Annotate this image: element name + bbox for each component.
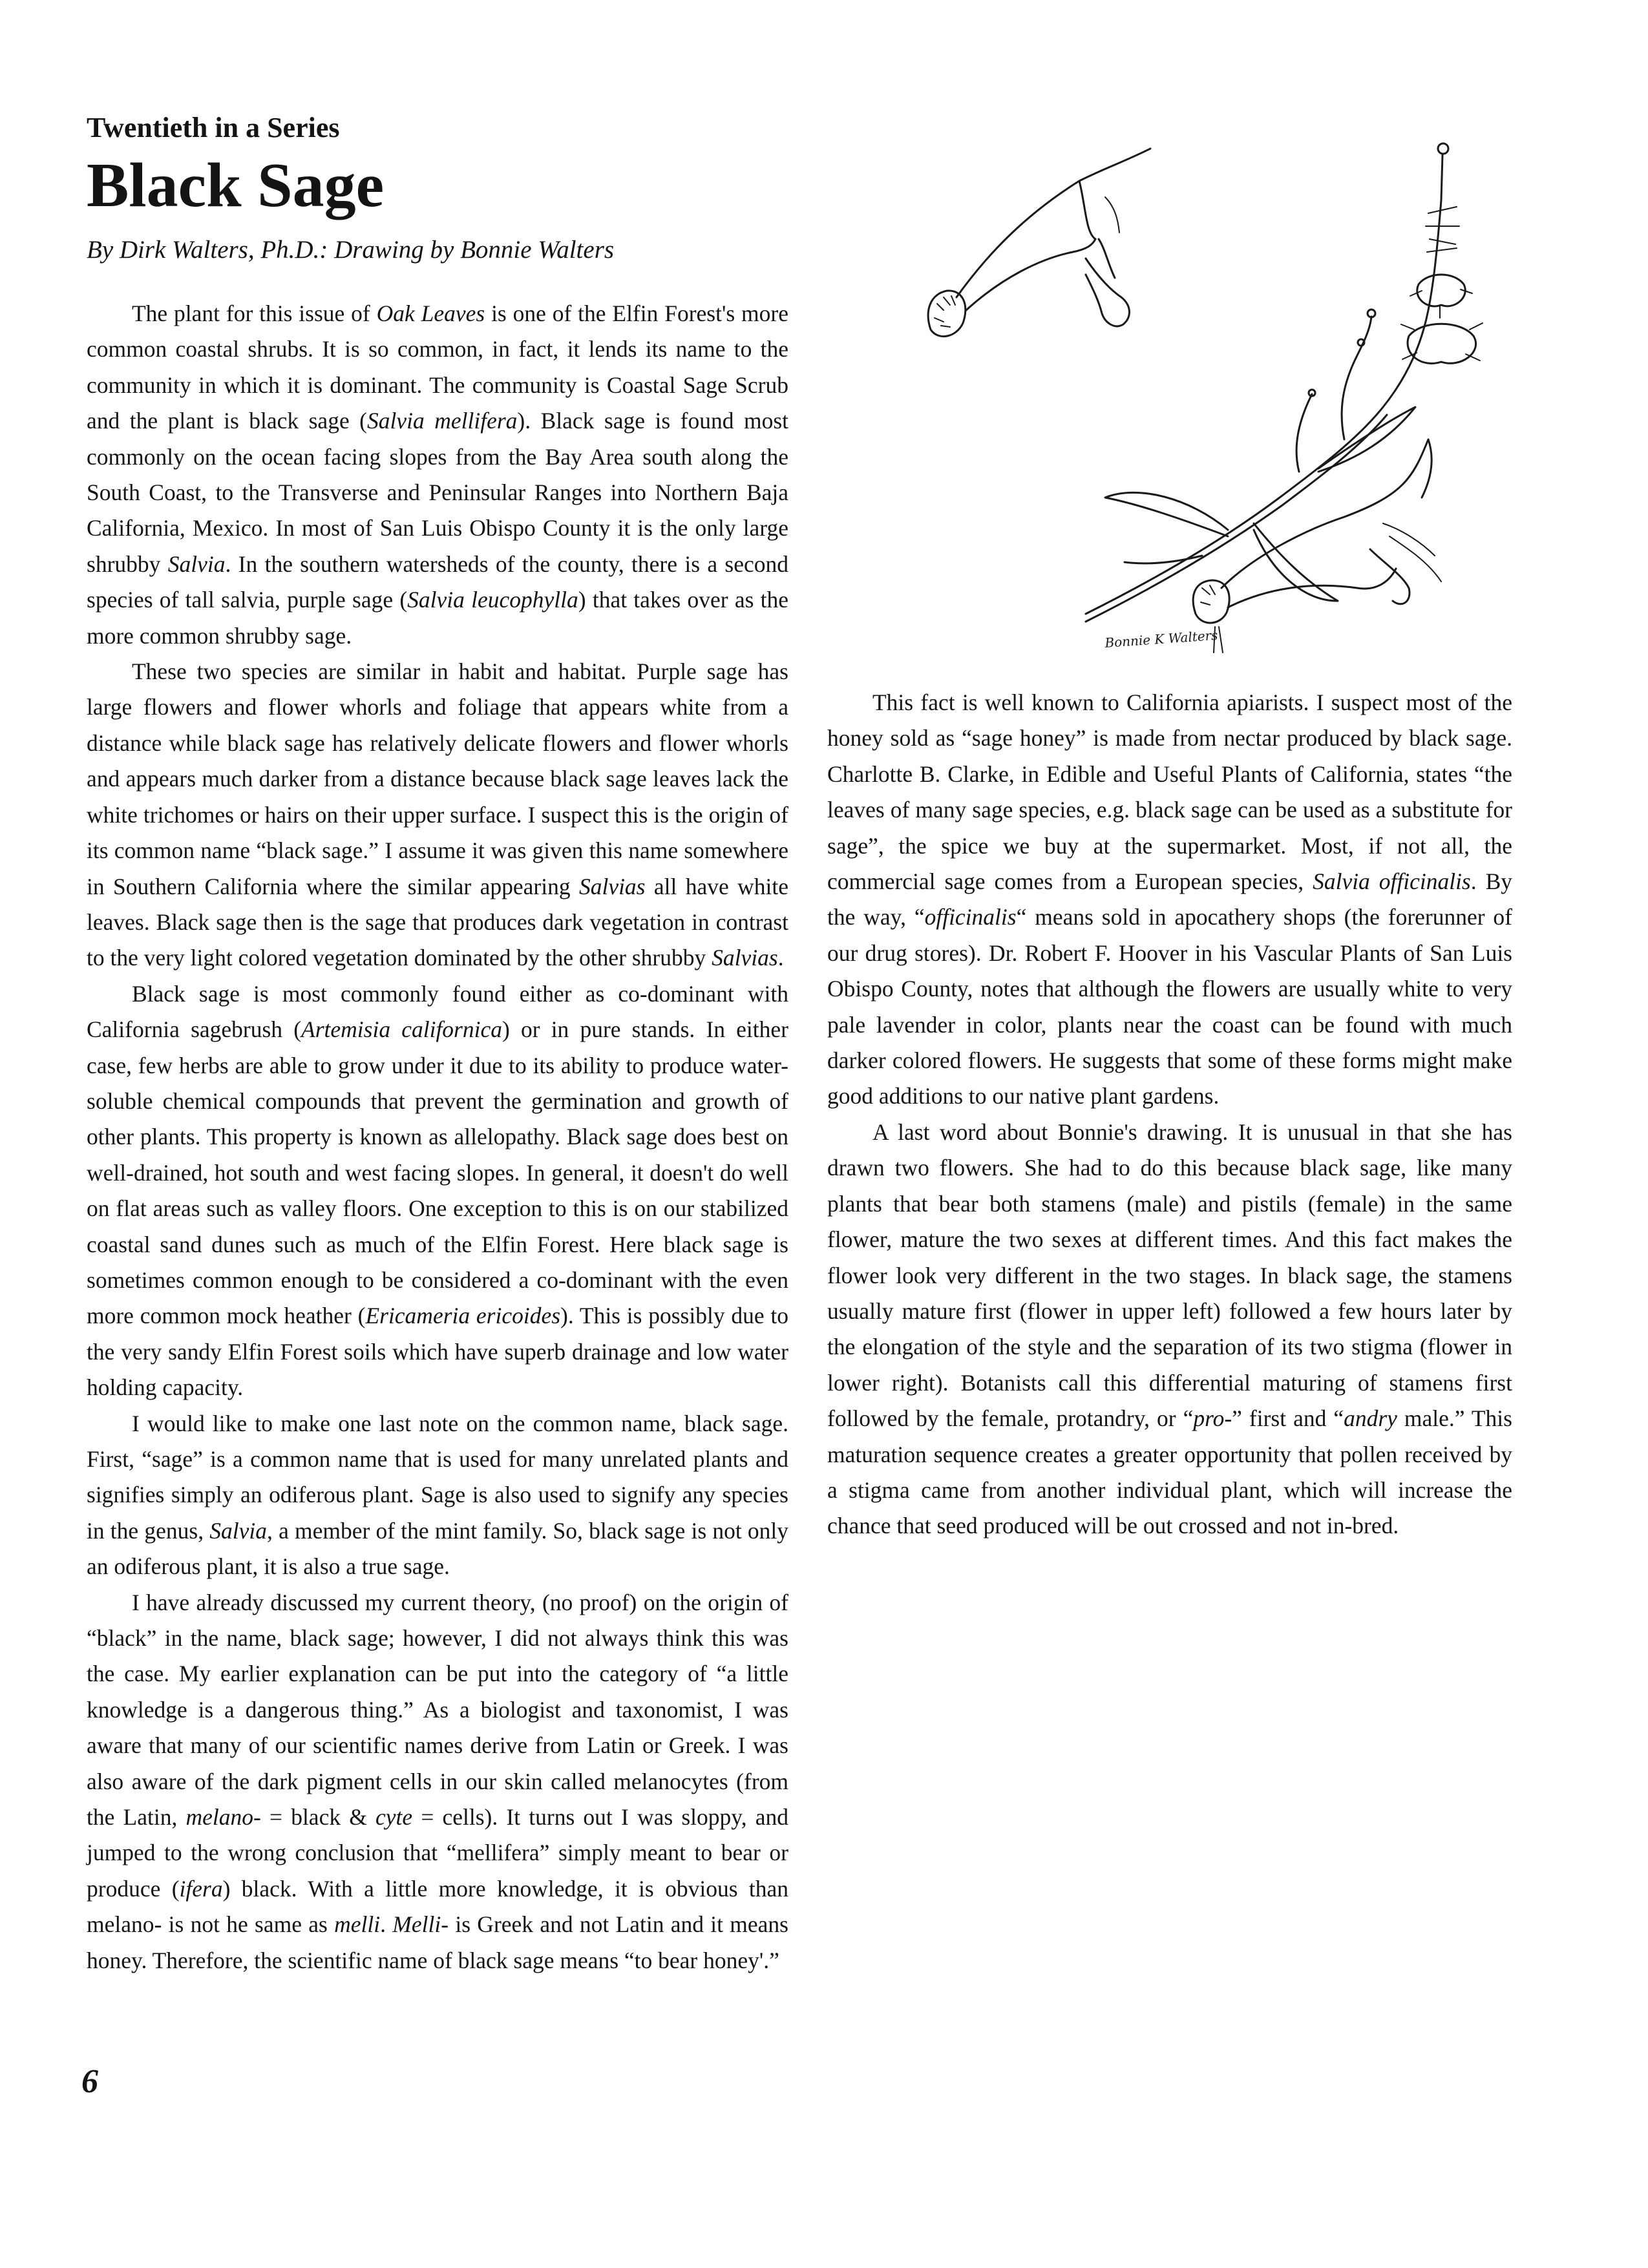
article-title: Black Sage: [87, 151, 385, 220]
paragraph-6: This fact is well known to California apiarists. I suspect most of the honey sold as “sage honey” is made from nectar produced by black sage. Charlotte B. Clarke, in Edible and Useful Plants of California, states “the leaves of many sage species, e.g. black sage can be used as a substitute for sage”, the spice we buy at the supermarket. Most, if not all, the commercial sage comes from a European species, Salvia officinalis. By the way, “officinalis“ means sold in apocathery shops (the forerunner of our drug stores). Dr. Robert F. Hoover in his Vascular Plants of San Luis Obispo County, notes that although the flowers are usually white to very pale lavender in color, plants near the coast can be found with much darker colored flowers. He suggests that some of these forms might make good additions to our native plant gardens.: [827, 689, 1513, 1109]
paragraph-5: I have already discussed my current theory, (no proof) on the origin of “black” in the name, black sage; however, I did not always think this was the case. My earlier explanation can be put into the category of “a little knowledge is a dangerous thing.” As a biologist and taxonomist, I was aware that many of our scientific names derive from Latin or Greek. I was also aware of the dark pigment cells in our skin called melanocytes (from the Latin, melano- = black & cyte = cells). It turns out I was sloppy, and jumped to the wrong conclusion that “mellifera” simply meant to bear or produce (ifera) black. With a little more knowledge, it is obvious than melano- is not he same as melli. Melli- is Greek and not Latin and it means honey. Therefore, the scientific name of black sage means “to bear honey'.”: [87, 1589, 788, 1973]
paragraph-2: These two species are similar in habit and habitat. Purple sage has large flowers and flower whorls and foliage that appears white from a distance while black sage has relatively delicate flowers and flower whorls and appears much darker from a distance because black sage leaves lack the white trichomes or hairs on their upper surface. I suspect this is the origin of its common name “black sage.” I assume it was given this name somewhere in Southern California where the similar appearing Salvias all have white leaves. Black sage then is the sage that produces dark vegetation in contrast to the very light colored vegetation dominated by the other shrubby Salvias.: [87, 658, 788, 971]
flower-lower-right: [1193, 439, 1441, 653]
series-kicker: Twentieth in a Series: [87, 112, 340, 143]
right-column: [827, 685, 1512, 1544]
paragraph-3: Black sage is most commonly found either as co-dominant with California sagebrush (Artemisia californica) or in pure stands. In either case, few herbs are able to grow under it due to its ability to produce water-soluble chemical compounds that prevent the germination and growth of other plants. This property is known as allelopathy. Black sage does best on well-drained, hot south and west facing slopes. In general, it doesn't do well on flat areas such as valley floors. One exception to this is on our stabilized coastal sand dunes such as much of the Elfin Forest. Here black sage is sometimes common enough to be considered a co-dominant with the even more common mock heather (Ericameria ericoides). This is possibly due to the very sandy Elfin Forest soils which have superb drainage and low water holding capacity.: [87, 980, 789, 1401]
page-number: 6: [81, 2063, 98, 2100]
article-byline: By Dirk Walters, Ph.D.: Drawing by Bonnie Walters: [87, 236, 615, 264]
flower-upper-left: [928, 149, 1150, 337]
artist-signature: Bonnie K Walters: [1104, 627, 1219, 651]
paragraph-4: I would like to make one last note on the common name, black sage. First, “sage” is a common name that is used for many unrelated plants and signifies simply an odiferous plant. Sage is also used to signify any species in the genus, Salvia, a member of the mint family. So, black sage is not only an odiferous plant, it is also a true sage.: [87, 1410, 788, 1580]
black-sage-plant-icon: [892, 136, 1512, 666]
black-sage-drawing: [892, 136, 1512, 666]
main-stem: [1086, 143, 1483, 622]
paragraph-7: A last word about Bonnie's drawing. It is unusual in that she has drawn two flowers. She had to do this because black sage, like many plants that bear both stamens (male) and pistils (female) in the same flower, mature the two sexes at different times. And this fact makes the flower look very different in the two stages. In black sage, the stamens usually mature first (flower in upper left) followed a few hours later by the elongation of the style and the separation of its two stigma (flower in lower right). Botanists call this differential maturing of stamens first followed by the female, protandry, or “pro-” first and “andry male.” This maturation sequence creates a greater opportunity that pollen received by a stigma came from another individual plant, which will increase the chance that seed produced will be out crossed and not in-bred.: [827, 1118, 1512, 1539]
left-column: [87, 296, 788, 1979]
paragraph-1: The plant for this issue of Oak Leaves is one of the Elfin Forest's more common coastal shrubs. It is so common, in fact, it lends its name to the community in which it is dominant. The community is Coastal Sage Scrub and the plant is black sage (Salvia mellifera). Black sage is found most commonly on the ocean facing slopes from the Bay Area south along the South Coast, to the Transverse and Peninsular Ranges into Northern Baja California, Mexico. In most of San Luis Obispo County it is the only large shrubby Salvia. In the southern watersheds of the county, there is a second species of tall salvia, purple sage (Salvia leucophylla) that takes over as the more common shrubby sage.: [87, 300, 789, 649]
